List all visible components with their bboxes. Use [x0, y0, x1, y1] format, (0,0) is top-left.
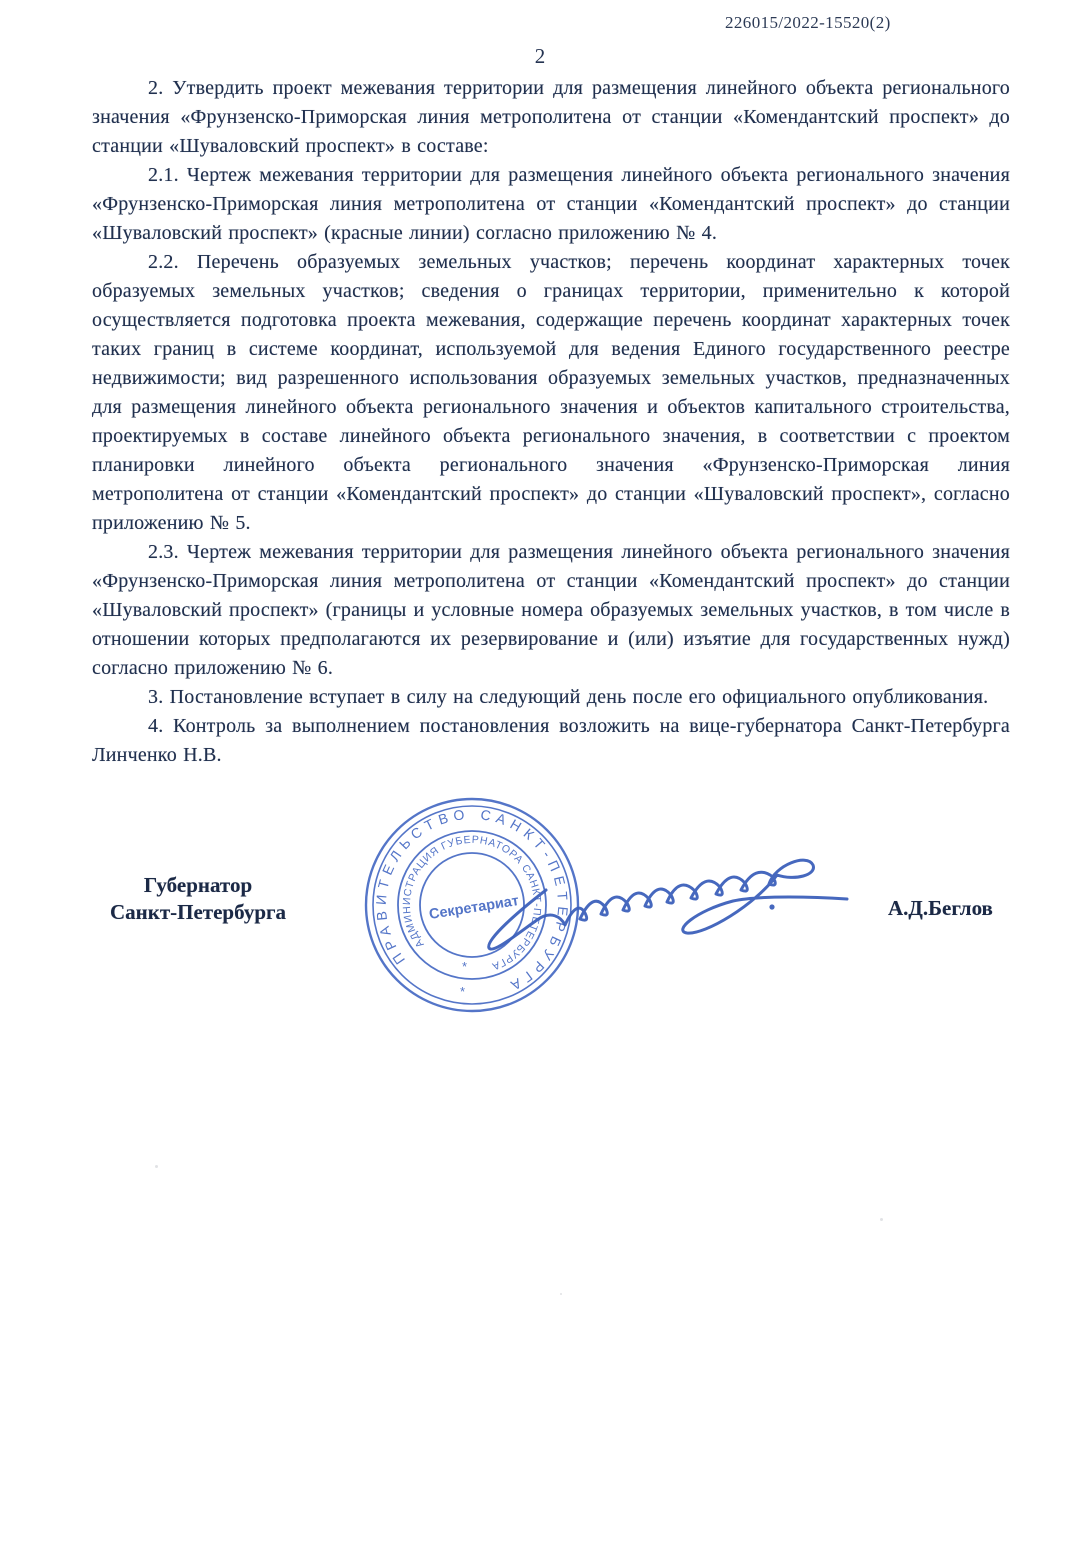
signer-title-line1: Губернатор	[143, 873, 253, 897]
paragraph: 2.1. Чертеж межевания территории для размещения линейного объекта регионального значения «Фрунзенско-Приморская линия метрополитена от станции «Комендантский проспект» до станции «Шуваловский проспект» (красные линии) согласно приложению № 4.	[92, 164, 1010, 244]
scan-speck	[880, 1218, 883, 1221]
signature	[415, 835, 865, 965]
document-body	[92, 74, 1010, 770]
signature-stroke	[489, 860, 847, 949]
page-number: 2	[534, 44, 546, 68]
stamp-outer-star: *	[460, 984, 466, 999]
scan-speck	[155, 1165, 158, 1168]
signer-title	[92, 872, 304, 926]
paragraph: 2.3. Чертеж межевания территории для размещения линейного объекта регионального значения «Фрунзенско-Приморская линия метрополитена от станции «Комендантский проспект» до станции «Шуваловский проспект» (границы и условные номера образуемых земельных участков, в том числе в отношении которых предполагаются их резервирование и (или) изъятие для государственных нужд) согласно приложению № 6.	[92, 541, 1010, 679]
paragraph: 2.2. Перечень образуемых земельных участков; перечень координат характерных точек образуемых земельных участков; сведения о границах территории, применительно к которой осуществляется подготовка проекта межевания, содержащие перечень координат характерных точек таких границ в системе координат, используемой для ведения Единого государственного реестре недвижимости; вид разрешенного использования образуемых земельных участков, предназначенных для размещения линейного объекта регионального значения и объектов капитального строительства, проектируемых в составе линейного объекта регионального значения, в соответствии с проектом планировки линейного объекта регионального значения «Фрунзенско-Приморская линия метрополитена от станции «Комендантский проспект» до станции «Шуваловский проспект», согласно приложению № 5.	[92, 251, 1010, 534]
stamp-inner-ring-text: АДМИНИСТРАЦИЯ ГУБЕРНАТОРА САНКТ-ПЕТЕРБУРГА	[400, 833, 544, 973]
signature-dot	[769, 904, 774, 909]
paragraph: 3. Постановление вступает в силу на следующий день после его официального опубликования.	[148, 686, 989, 708]
stamp-inner-star: *	[462, 959, 468, 974]
paragraph: 2. Утвердить проект межевания территории для размещения линейного объекта регионального значения «Фрунзенско-Приморская линия метрополитена от станции «Комендантский проспект» до станции «Шуваловский проспект» в составе:	[92, 77, 1010, 157]
stamp-center-label: Секретариат	[427, 893, 521, 923]
paragraph: 4. Контроль за выполнением постановления возложить на вице-губернатора Санкт-Петербурга Линченко Н.В.	[92, 715, 1010, 766]
signer-name: А.Д.Беглов	[888, 896, 993, 920]
doc-number: 226015/2022-15520(2)	[725, 13, 891, 32]
scan-speck	[560, 1293, 562, 1295]
signer-title-line2: Санкт-Петербурга	[109, 900, 287, 924]
stamp-outer-ring-text: ПРАВИТЕЛЬСТВО САНКТ-ПЕТЕРБУРГА	[372, 805, 572, 997]
